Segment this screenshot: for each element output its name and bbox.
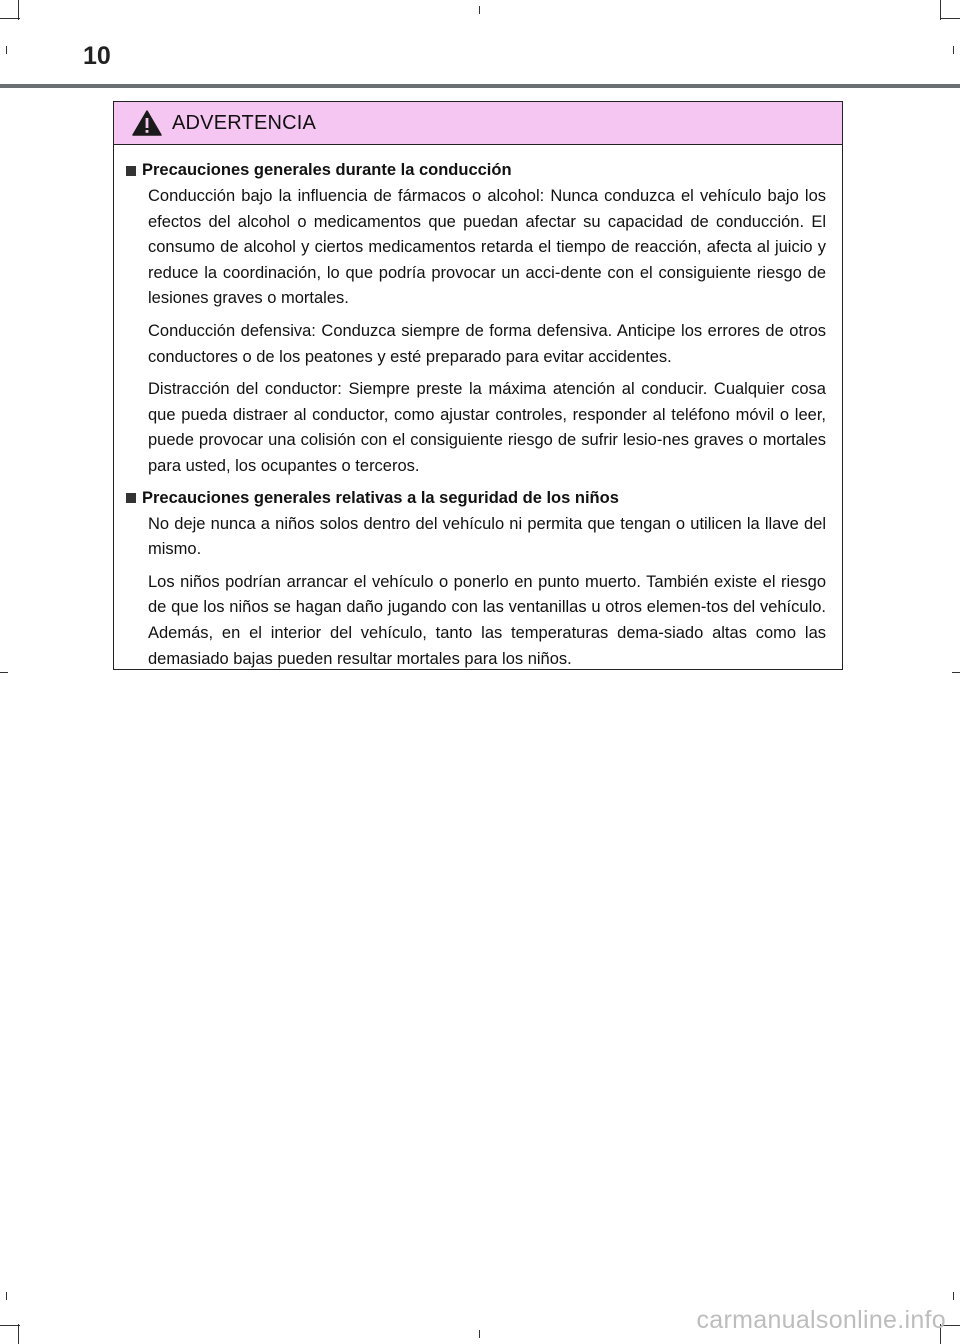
crop-mark — [0, 1325, 20, 1326]
crop-mark — [6, 1292, 7, 1300]
warning-header — [114, 102, 842, 145]
crop-mark — [953, 46, 954, 54]
crop-mark — [0, 672, 8, 673]
warning-body — [114, 145, 842, 672]
crop-mark — [18, 1324, 19, 1344]
crop-mark — [953, 1292, 954, 1300]
page-number: 10 — [83, 42, 111, 70]
crop-mark — [0, 18, 20, 19]
paragraph: Conducción defensiva: Conduzca siempre de forma defensiva. Anticipe los errores de otros conductores o de los peatones y esté preparado para evitar accidentes. — [148, 321, 826, 366]
crop-mark — [479, 6, 480, 14]
paragraph: No deje nunca a niños solos dentro del vehículo ni permita que tengan o utilicen la llave del mismo. — [148, 514, 826, 559]
section-heading-text: Precauciones generales relativas a la seguridad de los niños — [142, 488, 619, 507]
section-heading — [124, 487, 826, 510]
header-rule — [0, 84, 960, 88]
paragraph: Conducción bajo la influencia de fármacos o alcohol: Nunca conduzca el vehículo bajo los efectos del alcohol o medicamentos que puedan afectar su capacidad de conducción. El consumo de alcohol y ciertos medicamentos retarda el tiempo de reacción, afecta al juicio y reduce la coordinación, lo que podría provocar un acci-dente con el consiguiente riesgo de lesiones graves o mortales. — [148, 187, 826, 308]
section-heading-text: Precauciones generales durante la conducción — [142, 161, 512, 179]
square-bullet-icon — [126, 166, 136, 176]
crop-mark — [952, 672, 960, 673]
warning-triangle-icon — [132, 110, 162, 136]
warning-box — [113, 101, 843, 670]
crop-mark — [479, 1330, 480, 1338]
paragraph: Los niños podrían arrancar el vehículo o ponerlo en punto muerto. También existe el riesgo de que los niños se hagan daño jugando con las ventanillas u otros elemen-tos del vehículo. Además, en el interior del vehículo, tanto las temperaturas dema-siado altas como las demasiado bajas pueden resultar mortales para los niños. — [148, 572, 826, 668]
section-heading — [124, 159, 826, 182]
warning-title: ADVERTENCIA — [172, 111, 317, 134]
paragraph: Distracción del conductor: Siempre preste la máxima atención al conducir. Cualquier cosa que pueda distraer al conductor, como ajustar controles, responder al teléfono móvil o leer, puede provocar una colisión con el consiguiente riesgo de sufrir lesio-nes graves o mortales para usted, los ocupantes o terceros. — [148, 380, 826, 475]
crop-mark — [18, 0, 19, 20]
crop-mark — [940, 18, 960, 19]
watermark: carmanualsonline.info — [696, 1306, 946, 1334]
crop-mark — [940, 0, 941, 20]
crop-mark — [6, 46, 7, 54]
square-bullet-icon — [126, 493, 136, 503]
